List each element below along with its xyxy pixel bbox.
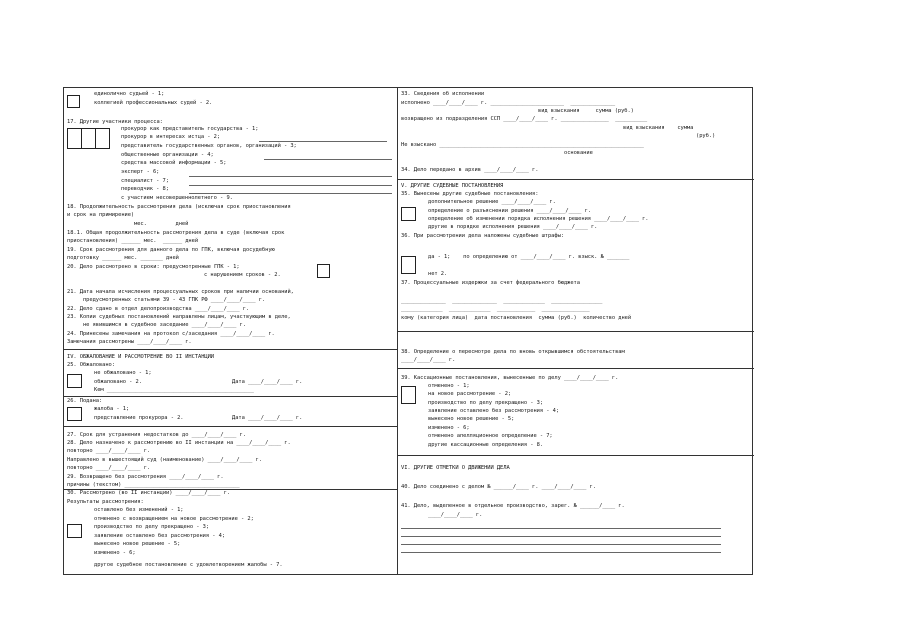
text-line: Дата ____/____/____ г. (232, 415, 303, 421)
list-item: отменено с возвращением на новое рассмотрение - 2; (94, 516, 254, 522)
section-heading: V. ДРУГИЕ СУДЕБНЫЕ ПОСТАНОВЛЕНИЯ (401, 183, 504, 189)
text-line: 29. Возвращено без рассмотрения ____/____/____ г. (67, 474, 224, 480)
list-item: производство по делу прекращено - 3; (428, 400, 544, 406)
fill-line: ______________ ______________ _____________ ________________ (401, 298, 603, 304)
answer-box[interactable] (401, 207, 416, 221)
table-header: кому (категория лица) дата постановления сумма (руб.) количество дней (401, 315, 632, 321)
fill-line (259, 141, 387, 142)
answer-box[interactable] (401, 256, 416, 274)
answer-box[interactable] (67, 407, 82, 421)
text-line: вид взыскания сумма (623, 125, 694, 131)
text-line: с нарушением сроков - 2. (204, 272, 281, 278)
fill-line (401, 552, 721, 553)
text-line: Дата ____/____/____ г. (232, 379, 303, 385)
text-line: Направлено в вышестоящий суд (наименование) ____/____/____ г. (67, 457, 262, 463)
text-line: не явившимся в судебное заседание ____/____/____ г. (67, 322, 246, 328)
section-heading: 39. Кассационные постановления, вынесенные по делу ____/____/____ г. (401, 375, 619, 381)
section-heading: IV. ОБЖАЛОВАНИЕ И РАССМОТРЕНИЕ ВО II ИНСТАНЦИИ (67, 354, 214, 360)
list-item: другое судебное постановление с удовлетворением жалобы - 7. (94, 562, 283, 568)
answer-box[interactable] (317, 264, 330, 278)
text-line: подготовку ______ мес. _______ дней (67, 255, 179, 261)
text-line: основание (564, 150, 593, 156)
list-item: представитель государственных органов, организаций - 3; (121, 143, 297, 149)
fill-line (189, 185, 392, 186)
section-heading: VI. ДРУГИЕ ОТМЕТКИ О ДВИЖЕНИИ ДЕЛА (401, 465, 510, 471)
text-line: ____/____/____ г. (401, 357, 456, 363)
fill-line: _____________ _____________ ____________ _______________ (401, 306, 590, 312)
list-item: отменено апелляционное определение - 7; (428, 433, 553, 439)
fill-line (401, 536, 721, 537)
text-line: приостановления) ______ мес. ______ дней (67, 238, 199, 244)
list-item: заявление оставлено без рассмотрения - 4; (94, 533, 226, 539)
text-line: 35. Вынесены другие судебные постановления: (401, 191, 539, 197)
list-item: определение о разъяснении решения ____/____/____ г. (428, 208, 591, 214)
text-line: (руб.) (696, 133, 716, 139)
text-line: мес. дней (134, 221, 189, 227)
answer-box[interactable] (67, 374, 82, 388)
list-item: вынесено новое решение - 5; (428, 416, 515, 422)
section-heading: 17. Другие участники процесса: (67, 119, 163, 125)
answer-box[interactable] (81, 128, 96, 149)
text-line: 23. Копии судебных постановлений направлены лицам, участвующим в деле, (67, 314, 291, 320)
list-item: дополнительное решение ____/____/____ г. (428, 199, 556, 205)
list-item: другие в порядке исполнения решения ____/____/____ г. (428, 224, 598, 230)
text-line: предусмотренных статьями 39 - 43 ГПК РФ ____/____/____ г. (67, 297, 266, 303)
text-line: 18. Продолжительность рассмотрения дела (исключая срок приостановления (67, 204, 291, 210)
list-item: общественные организации - 4; (121, 152, 214, 158)
section-rule (64, 426, 397, 427)
text-line: 20. Дело рассмотрено в сроки: предусмотренные ГПК - 1; (67, 264, 240, 270)
list-item: средства массовой информации - 5; (121, 160, 227, 166)
answer-box[interactable] (67, 524, 82, 538)
list-item: оставлено без изменений - 1; (94, 507, 184, 513)
list-item: определение об изменении порядка исполнения решения ____/____/____ г. (428, 216, 649, 222)
section-rule (398, 179, 754, 180)
answer-box[interactable] (95, 128, 110, 149)
list-item: производство по делу прекращено - 3; (94, 524, 210, 530)
text-line: 24. Принесены замечания на протокол с/заседания ____/____/____ г. (67, 331, 275, 337)
list-item: изменено - 6; (94, 550, 136, 556)
text-line: 38. Определение о пересмотре дела по вновь открывшимся обстоятельствам (401, 349, 625, 355)
list-item: отменено - 1; (428, 383, 470, 389)
text-line: 28. Дело назначено к рассмотрению во II инстанции на ____/____/____ г. (67, 440, 291, 446)
fill-line (189, 193, 392, 194)
left-column (64, 88, 397, 574)
text-line: обжаловано - 2. (94, 379, 142, 385)
answer-box[interactable] (67, 95, 80, 108)
section-rule (398, 331, 754, 332)
fill-line (401, 528, 721, 529)
list-item: изменено - 6; (428, 425, 470, 431)
text-line: жалоба - 1; (94, 406, 130, 412)
right-column (398, 88, 754, 574)
text-line: 30. Рассмотрено (во II инстанции) ____/____/____ г. (67, 490, 230, 496)
section-rule (64, 349, 397, 350)
text-line: Не взыскано ________________________________________________________________ (401, 142, 644, 148)
text-line: 40. Дело соединено с делом № ______/____ г. ____/____/____ г. (401, 484, 596, 490)
section-rule (398, 368, 754, 369)
text-line: единолично судьей - 1; (94, 91, 165, 97)
text-line: 22. Дело сдано в отдел делопроизводства ____/____/____ г. (67, 306, 250, 312)
fill-line (189, 176, 392, 177)
text-line: Кем ______________________________________________ (94, 387, 254, 393)
case-registration-card (63, 87, 753, 575)
text-line: 34. Дело передано в архив ____/____/____ г. (401, 167, 539, 173)
list-item: эксперт - 6; (121, 169, 160, 175)
text-line: Замечания рассмотрены ____/____/____ г. (67, 339, 192, 345)
list-item: переводчик - 8; (121, 186, 169, 192)
text-line: 21. Дата начала исчисления процессуальных сроков при наличии оснований, (67, 289, 294, 295)
list-item: заявление оставлено без рассмотрения - 4; (428, 408, 560, 414)
text-line: представление прокурора - 2. (94, 415, 184, 421)
text-line: повторно ____/____/____ г. (67, 448, 151, 454)
section-rule (398, 455, 754, 456)
fill-line (401, 544, 721, 545)
list-item: прокурор как представитель государства - 1; (121, 126, 259, 132)
answer-box[interactable] (401, 386, 416, 404)
text-line: 41. Дело, выделенное в отдельное производство, зарег. № ______/____ г. (401, 503, 625, 509)
text-line: 18.1. Общая продолжительность рассмотрения дела в суде (включая срок (67, 230, 285, 236)
section-heading: 37. Процессуальные издержки за счет федерального бюджета (401, 280, 580, 286)
list-item: на новое рассмотрение - 2; (428, 391, 512, 397)
text-line: возвращено из подразделения ССП ____/____/____ г. _______________ __________ (401, 116, 648, 122)
text-line: ____/____/____ г. (428, 512, 483, 518)
text-line: повторно ____/____/____ г. (67, 465, 151, 471)
list-item: прокурор в интересах истца - 2; (121, 134, 221, 140)
section-rule (64, 396, 397, 397)
text-line: вид взыскания сумма (руб.) (538, 108, 634, 114)
text-line: 26. Подана: (67, 398, 103, 404)
text-line: 25. Обжаловано: (67, 362, 115, 368)
section-heading: Результаты рассмотрения: (67, 499, 144, 505)
list-item: другие кассационные определения - 8. (428, 442, 544, 448)
answer-box[interactable] (67, 128, 82, 149)
text-line: исполнено ____/____/____ г. _______________________ ______________ (401, 100, 616, 106)
list-item: с участием несовершеннолетнего - 9. (121, 195, 233, 201)
text-line: коллегией профессиональных судей - 2. (94, 100, 213, 106)
list-item: вынесено новое решение - 5; (94, 541, 181, 547)
text-line: 27. Срок для устранения недостатков до ____/____/____ г. (67, 432, 246, 438)
text-line: 19. Срок рассмотрения для данного дела по ГПК, включая досудебную (67, 247, 275, 253)
section-heading: 33. Сведения об исполнении (401, 91, 485, 97)
text-line: и срок на примирение) (67, 212, 135, 218)
text-line: 36. При рассмотрении дела наложены судебные штрафы: (401, 233, 564, 239)
text-line: причины (текстом) ____________________________________ (67, 482, 240, 488)
list-item: специалист - 7; (121, 178, 169, 184)
text-line: нет 2. (428, 271, 448, 277)
text-line: не обжаловано - 1; (94, 370, 152, 376)
text-line: да - 1; по определению от ____/____/____ г. взыск. № _______ (428, 254, 630, 260)
fill-line (264, 159, 392, 160)
